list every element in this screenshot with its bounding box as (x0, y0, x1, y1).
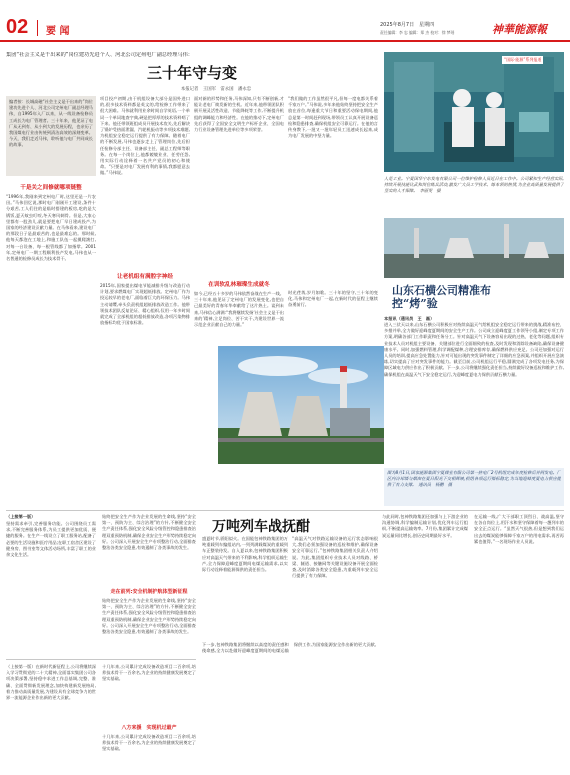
body-col-1: “1996年,我刚来到定州电厂时,这里还是一片农田。”马伟回忆说,那时电厂刚刚开工建设,条件十分艰苦,工人们住的是临时搭建的板房,吃的是大锅饭,夏天蚊虫叮咬,冬天寒风刺骨。但是,大家心里都有一股劲儿,就是要把电厂早日建成投产,为国家的经济建设贡献力量。在马伟看来,建设电厂的那段日子是最艰苦的,也是最难忘的。那时候,他每天都泡在工地上,和施工队伍一起摸爬滚打,对每一台设备、每一根管线都了如指掌。2001年,定州电厂一期工程顺利投产发电,马伟也从一名普通的检修员成长为技术骨干。 (6, 194, 96, 262)
horizontal-divider (6, 510, 564, 511)
feature-kicker: 集团“社会主义是干出来的”岗位建功先进个人、河北公司定州电厂副总经理马伟： (6, 52, 193, 58)
body-col-2: 项目投产初期,由于机组设备大部分是国外进口的,很多技术资料都是英文的,给检修工作带来了很大困难。马伟就利用业余时间自学英语,一个单词一个单词地查字典,硬是把厚厚的技术资料啃了下来。他还带领班组成员开展技术攻关,先后解决了锅炉受热面泄漏、汽轮机振动等多项技术难题,为机组安全稳定运行提供了有力保障。随着电厂的不断发展,马伟也逐步走上了管理岗位,先后担任检修分部主任、设备部主任、副总工程师等职务。在每一个岗位上,他都兢兢业业、任劳任怨,用实际行动诠释着一名共产党员的初心和使命。“只要是对电厂发展有利的事情,我都愿意去做。”马伟说。 (100, 96, 190, 176)
plant-photo-small (384, 218, 564, 278)
bottom-left-text-1b: 始终把安全生产作为企业发展的生命线,坚持“安全第一、预防为主、综合治理”的方针,不断健全安全生产责任体系,强化安全风险分级管控和隐患排查治理双重预防机制,确保企业安全生产形势持续稳定向好。公司深入开展安全生产专项整治行动,全面排查整治各类安全隐患,有效遏制了各类事故的发生。 (102, 514, 196, 551)
bottom-left-divider (6, 659, 196, 660)
newspaper-logo: 神華能源報 (492, 23, 547, 36)
editor-line: 责任编辑：李 忠 编辑：郑 杰 校对：徐 梦瑶 (380, 30, 455, 35)
editor-note: 编者按：长城高磁“社会主义是干出来的”岗位建功先进个人、河北公司定州电厂副总经理马伟，自1995年入厂以来，从一线设备检修员工成长为电厂管理者。三十年来，他见证了电厂从无到有、从小到大的发展历程，也亲历了我国煤电行业由传统到清洁高效的深刻变革。今天，我们走近马伟，聆听他与电厂共同成长的故事。 (9, 99, 93, 148)
feature-title: 三十年守与变 (146, 64, 237, 82)
bottom-left-head-2: 八方来援 实现机过最产 (121, 725, 177, 731)
bottom-left-text-1: 坚持需求牵引,完善服务功能。公司围绕员工需求,不断完善服务体系,为员工提供更加优质、便捷的服务。在生产一线设立了职工服务站,配备了必要的生活设施和医疗用品;在职工宿舍区建设了健身房、图书室等文体活动场所,丰富了职工的业余文化生活。 (6, 521, 96, 558)
bottom-main-text-1: 盛夏时节,骄阳似火。在国能包神铁路集团的万吨重载列车编组站内,一列列满载煤炭的重载列车正整装待发。自入夏以来,包神铁路集团积极应对高温天气带来的不利影响,科学组织运输生产,全力保障迎峰度夏期间电煤运输需求,以实际行动诠释着能源保供的责任担当。 (202, 536, 288, 573)
bottom-left-head: 走在前列:安全机制护航体型新征程 (110, 589, 188, 595)
bottom-left-story (6, 514, 196, 772)
bottom-main-text-4: 在运输一线,广大干部职工顶烈日、战高温,坚守在各自岗位上,用汗水和坚守保障着每一趟列车的安全正点运行。“虽然天气很热,但是想到我们运出去的煤炭能够保障千家万户的用电需求,再苦再累也值得。”一名现场作业人员说。 (474, 514, 564, 544)
bottom-left-text-4: 十几年来,公司累计完成设备改造项目二百余项,培养技术骨干一百余名,为企业的持续健康发展奠定了坚实基础。 (102, 664, 196, 682)
feature-story (6, 46, 378, 346)
photo-series-tag: “国际·能源”系列报道 (504, 57, 542, 62)
bottom-main-text-3: 与此同时,包神铁路集团还加强与上下游企业的沟通协调,科学编制运输计划,优化列车运行组织,不断提高运输效率。7月份,集团累计完成煤炭运量同比增长,创历史同期最好水平。 (382, 514, 468, 538)
body-col-3: 面对新的形势和任务,马伟深知,只有不断创新,才能让老电厂焕发新的生机。近年来,他带领团队积极开展灵活性改造、节能降耗等工作,不断提升机组的调峰能力和经济性。在他的推动下,定州电厂先后获得了全国安全文明生产标杆企业、全国电力行业设备管理先进单位等多项荣誉。 (194, 96, 284, 133)
worker-photo (384, 52, 564, 172)
photo-caption-1: 人是工业。宁夏国华宁东发电有限公司一位维护检修人员近日在工作中。公司紧扣生产经营实际,持续开展技能比武和岗位练兵活动,激发广大员工学技术、练本领的热情,为企业高质量发展提供了坚实的人才保障。 李丽雯 摄 (384, 176, 564, 194)
body-col-2b: 2015年,国家提出煤电节能减排升级与改造行动计划,要求燃煤电厂实现超低排放。定州电厂作为投运较早的老电厂,面临着巨大的环保压力。马伟主动请缨,牵头负责机组超低排放改造工作。他带领技术团队反复论证、精心组织,仅用一年多时间就完成了全部机组的超低排放改造,各项污染物排放指标均优于国家标准。 (100, 283, 190, 326)
body-col-4b: 时光荏苒,岁月如歌。三十年的坚守,三十年的变化,马伟和定州电厂一起,在新时代的征程上继续奋勇前行。 (288, 290, 378, 308)
continued-kicker-1: （上接第一版） (6, 514, 36, 519)
bottom-left-text-5: 十几年来,公司累计完成设备改造项目二百余项,培养技术骨干一百余名,为企业的持续健康发展奠定了坚实基础。 (102, 734, 196, 752)
page-number: 02 (6, 16, 29, 38)
power-plant-illustration (218, 346, 384, 464)
masthead (0, 0, 570, 40)
bottom-left-text-3: （上接第一版）在新时代新征程上,公司将继续深入学习贯彻党的二十大精神,全面落实集团公司各项决策部署,坚持稳中求进工作总基调,完整、准确、全面贯彻新发展理念,加快构建新发展格局,着力推动高质量发展,为建设具有全球竞争力的世界一流能源企业作出新的更大贡献。 (6, 664, 96, 701)
worker-photo-illustration (384, 52, 564, 172)
body-col-4: “我们做的工作虽然很平凡,但每一度电都关系着千家万户。”马伟说,多年来他始终坚持把安全生产放在首位,每逢重大节日和重要活动保电期间,他总是第一时间赶到现场,带领员工认真开展设备巡检和隐患排查,确保机组安全可靠运行。在他的言传身教下,一批又一批年轻员工迅速成长起来,成为电厂发展的中坚力量。 (288, 96, 378, 139)
section-head-1: 干是关之间修就哪项链整 (20, 185, 82, 191)
plant-photo-small-illustration (384, 218, 564, 278)
sidebar (384, 46, 564, 466)
sidebar-byline: 本报讯（通讯员 王 磊） (384, 316, 435, 321)
feature-byline: 本报记者 王国军 雷永国 潘永忠 (180, 87, 252, 92)
section-head-2: 让老机组有满腔字神经 (117, 274, 173, 280)
section-head-3: 在训软乱林璀璨生成就冬 (208, 282, 270, 288)
bottom-main-text-2: “高温天气对铁路运输设备的运行状态影响很大,我们必须加强设备的巡检和维护,确保设备安全可靠运行。”包神铁路集团相关负责人介绍说。为此,集团组织专业技术人员对线路、桥梁、隧道、接触网等关键设施设备开展全面检查,及时消除各类安全隐患,为重载列车安全运行提供了有力保障。 (292, 536, 378, 579)
page-number-divider (37, 20, 38, 36)
body-col-3b: 如今,已经五十多岁的马伟依然奋战在生产一线。三十年来,他见证了定州电厂的发展变化,也把自己最美好的青春年华奉献给了这片热土。谈到未来,马伟信心满满:“我将继续发扬‘社会主义是干出来的’精神,立足岗位、苦干实干,为建设世界一流示范企业贡献自己的力量。” (194, 291, 284, 328)
section-title: 要 闻 (46, 26, 70, 37)
issue-date: 2025年8月7日 星期四 (380, 22, 435, 28)
sidebar-body: 进入三伏天以来,山东石横公司积极应对持续高温天气给机组安全稳定运行带来的挑战,精准布控、多措并举,全力做好迎峰度夏期间的安全生产工作。公司成立迎峰度夏工作领导小组,制定专项工作方案,明确各部门工作职责和任务分工。针对高温天气下设备容易出现的过热、老化等问题,组织专业技术人员对机组主要设备、关键部位进行全面细致的检查,及时发现和消除设备缺陷,确保设备健康水平。同时,加强燃料管理,科学调配煤种,合理安排库存,确保燃料供应充足。公司还加强对运行人员的培训,提高应急处置能力,针对可能出现的突发事件制定了详细的应急预案,并组织开展应急演练,切实提高了应对突发事件的能力。截至目前,公司机组运行平稳,圆满完成了各项发电任务,为保障区域电力供应作出了积极贡献。下一步,公司将继续强化责任担当,持续做好设备巡检和维护工作,确保机组在高温天气下安全稳定运行,为迎峰度夏电力保供贡献石横力量。 (384, 322, 564, 377)
bottom-left-text-2: 始终把安全生产作为企业发展的生命线,坚持“安全第一、预防为主、综合治理”的方针,不断健全安全生产责任体系,强化安全风险分级管控和隐患排查治理双重预防机制,确保企业安全生产形势持续稳定向好。公司深入开展安全生产专项整治行动,全面排查整治各类安全隐患,有效遏制了各类事故的发生。 (102, 598, 196, 635)
bottom-main-text-5: 下一步,包神铁路集团将继续以高度的责任感和使命感,全力以赴做好迎峰度夏期间的电煤运输保供工作,为国家能源安全作出新的更大贡献。 (202, 642, 379, 654)
sidebar-headline: 山东石横公司精准布控“烤”验 (392, 284, 491, 310)
power-plant-photo (218, 346, 384, 464)
bottom-main-title: 万吨列车战抚酣 (212, 519, 310, 535)
bottom-main-story (202, 514, 564, 772)
masthead-rule (0, 40, 570, 42)
photo-caption-2: 图为8月1日,国家能源集团宁夏煤业有限公司第一热电厂2号机组完成年度检修后并网发电。厂区内冷却塔与烟囱在夏日阳光下交相辉映,机组各项运行指标稳定,为当地迎峰度夏电力供应提供了有力支撑。 通讯员 杨鹏 摄 (387, 470, 561, 488)
